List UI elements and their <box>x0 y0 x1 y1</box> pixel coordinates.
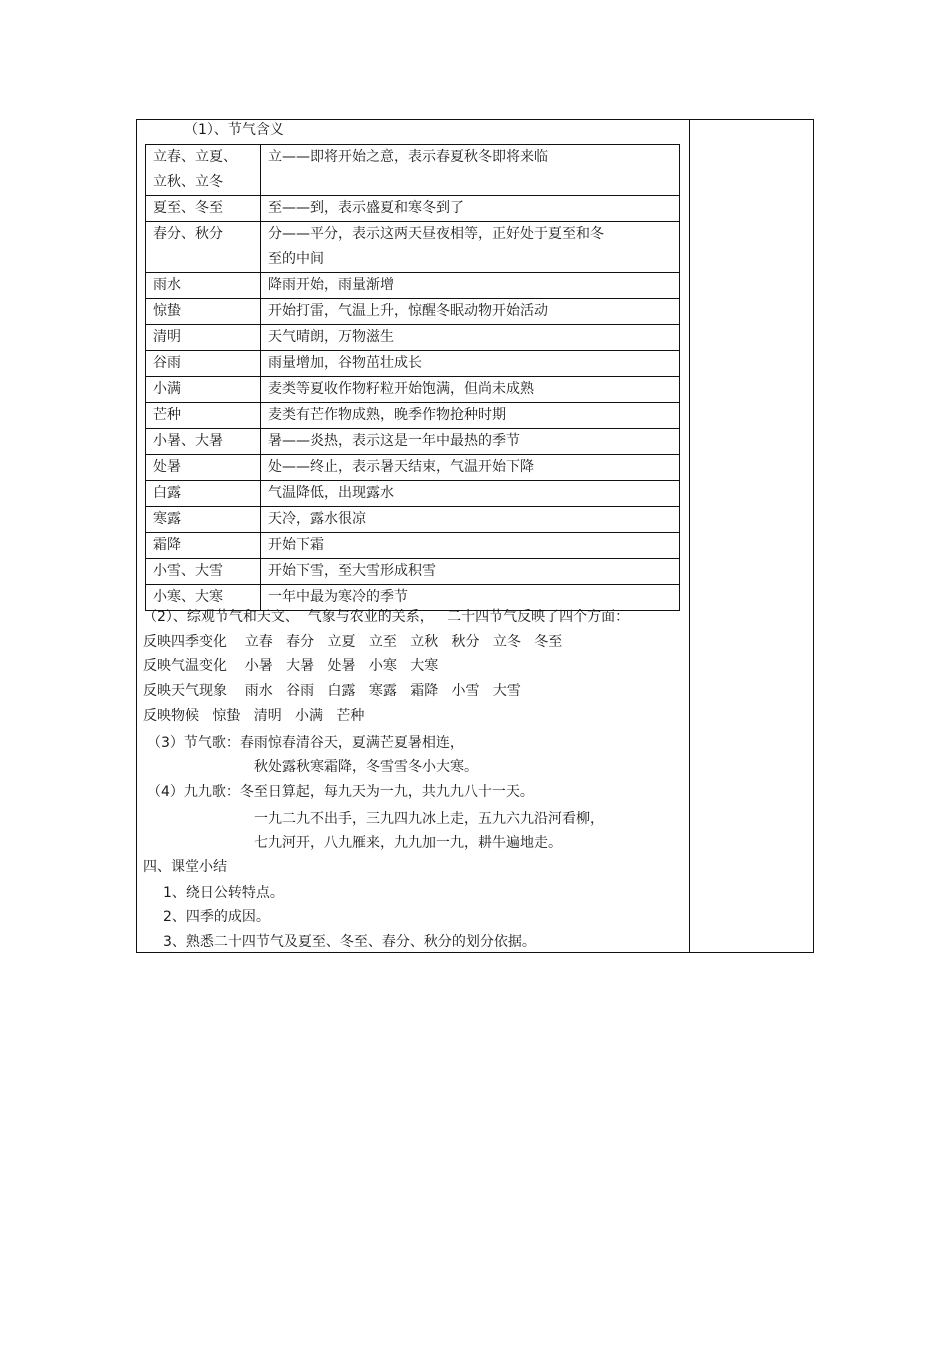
term-name-cell <box>146 299 261 325</box>
term-name: 谷雨 <box>153 355 181 371</box>
term-meaning-cell <box>261 403 680 429</box>
term-meaning-cell <box>261 377 680 403</box>
term-meaning: 立——即将开始之意，表示春夏秋冬即将来临 <box>268 149 548 165</box>
terms-table-row <box>146 273 680 299</box>
summary-item-3: 3、熟悉二十四节气及夏至、冬至、春分、秋分的划分依据。 <box>163 934 536 950</box>
term-name: 惊蛰 <box>153 303 181 319</box>
nine-song-line-1: （4）九九歌：冬至日算起，每九天为一九，共九九八十一天。 <box>147 784 534 800</box>
term-name: 夏至、冬至 <box>153 200 223 216</box>
term-name-cell <box>146 585 261 611</box>
terms-table-row <box>146 222 680 273</box>
term-meaning: 天气晴朗，万物滋生 <box>268 329 394 345</box>
term-meaning: 麦类有芒作物成熟，晚季作物抢种时期 <box>268 407 506 423</box>
song-line-2: 秋处露秋寒霜降，冬雪雪冬小大寒。 <box>254 759 478 775</box>
term-meaning: 分——平分，表示这两天昼夜相等，正好处于夏至和冬 至的中间 <box>268 226 604 267</box>
term-name: 立春、立夏、 立秋、立冬 <box>153 149 237 190</box>
term-meaning: 开始下霜 <box>268 537 324 553</box>
terms-table-row <box>146 325 680 351</box>
term-name: 清明 <box>153 329 181 345</box>
terms-table-row <box>146 196 680 222</box>
summary-item-1: 1、绕日公转特点。 <box>163 885 284 901</box>
term-meaning: 一年中最为寒冷的季节 <box>268 589 408 605</box>
term-name: 寒露 <box>153 511 181 527</box>
term-meaning: 开始下雪，至大雪形成积雪 <box>268 563 436 579</box>
terms-table-row <box>146 145 680 196</box>
terms-table-row <box>146 481 680 507</box>
term-meaning-cell <box>261 429 680 455</box>
song-line-1: （3）节气歌：春雨惊春清谷天，夏满芒夏暑相连， <box>147 735 464 751</box>
nine-song-line-3: 七九河开，八九雁来，九九加一九，耕牛遍地走。 <box>254 835 562 851</box>
term-meaning-cell <box>261 196 680 222</box>
terms-table-row <box>146 403 680 429</box>
term-meaning: 雨量增加，谷物茁壮成长 <box>268 355 422 371</box>
term-name-cell <box>146 533 261 559</box>
term-meaning: 至——到，表示盛夏和寒冬到了 <box>268 200 464 216</box>
aspect-seasons: 反映四季变化 立春 春分 立夏 立至 立秋 秋分 立冬 冬至 <box>143 634 563 650</box>
term-meaning-cell <box>261 455 680 481</box>
terms-table-row <box>146 299 680 325</box>
aspect-weather: 反映天气现象 雨水 谷雨 白露 寒露 霜降 小雪 大雪 <box>143 683 521 699</box>
term-meaning-cell <box>261 533 680 559</box>
aspect-temperature: 反映气温变化 小暑 大暑 处暑 小寒 大寒 <box>143 658 439 674</box>
term-meaning-cell <box>261 585 680 611</box>
term-meaning: 处——终止，表示暑天结束，气温开始下降 <box>268 459 534 475</box>
term-name: 雨水 <box>153 277 181 293</box>
summary-title: 四、课堂小结 <box>143 859 227 875</box>
aspect-phenology: 反映物候 惊蛰 清明 小满 芒种 <box>143 708 365 724</box>
term-name-cell <box>146 145 261 196</box>
term-name-cell <box>146 196 261 222</box>
term-meaning-cell <box>261 351 680 377</box>
term-meaning: 气温降低，出现露水 <box>268 485 394 501</box>
term-name: 芒种 <box>153 407 181 423</box>
terms-table-row <box>146 559 680 585</box>
term-meaning: 开始打雷，气温上升，惊醒冬眠动物开始活动 <box>268 303 548 319</box>
term-meaning: 天冷，露水很凉 <box>268 511 366 527</box>
section1-title: （1）、节气含义 <box>184 122 284 138</box>
term-meaning-cell <box>261 559 680 585</box>
term-meaning-cell <box>261 222 680 273</box>
nine-song-line-2: 一九二九不出手，三九四九冰上走，五九六九沿河看柳， <box>254 811 604 827</box>
term-name-cell <box>146 455 261 481</box>
term-name-cell <box>146 481 261 507</box>
terms-table-row <box>146 455 680 481</box>
term-meaning-cell <box>261 481 680 507</box>
term-name: 小雪、大雪 <box>153 563 223 579</box>
term-name-cell <box>146 351 261 377</box>
term-name: 处暑 <box>153 459 181 475</box>
term-meaning-cell <box>261 273 680 299</box>
terms-table-row <box>146 429 680 455</box>
term-name: 白露 <box>153 485 181 501</box>
term-meaning: 暑——炎热，表示这是一年中最热的季节 <box>268 433 520 449</box>
term-name-cell <box>146 377 261 403</box>
term-name: 霜降 <box>153 537 181 553</box>
term-name-cell <box>146 403 261 429</box>
term-meaning-cell <box>261 507 680 533</box>
term-meaning-cell <box>261 299 680 325</box>
section2-title: （2）、综观节气和天文、 气象与农业的关系， 二十四节气反映了四个方面： <box>143 609 630 625</box>
terms-table-row <box>146 533 680 559</box>
term-name: 小暑、大暑 <box>153 433 223 449</box>
term-name-cell <box>146 507 261 533</box>
term-name-cell <box>146 273 261 299</box>
summary-item-2: 2、四季的成因。 <box>163 909 270 925</box>
term-name: 小满 <box>153 381 181 397</box>
term-name: 春分、秋分 <box>153 226 223 242</box>
term-meaning: 麦类等夏收作物籽粒开始饱满，但尚未成熟 <box>268 381 534 397</box>
terms-table-row <box>146 507 680 533</box>
term-meaning: 降雨开始，雨量渐增 <box>268 277 394 293</box>
terms-table-row <box>146 377 680 403</box>
term-name-cell <box>146 559 261 585</box>
terms-table-row <box>146 585 680 611</box>
term-meaning-cell <box>261 145 680 196</box>
term-name-cell <box>146 222 261 273</box>
solar-terms-table <box>145 144 680 611</box>
terms-table-row <box>146 351 680 377</box>
term-name-cell <box>146 429 261 455</box>
term-name-cell <box>146 325 261 351</box>
term-name: 小寒、大寒 <box>153 589 223 605</box>
term-meaning-cell <box>261 325 680 351</box>
notes-column-divider <box>689 119 690 953</box>
